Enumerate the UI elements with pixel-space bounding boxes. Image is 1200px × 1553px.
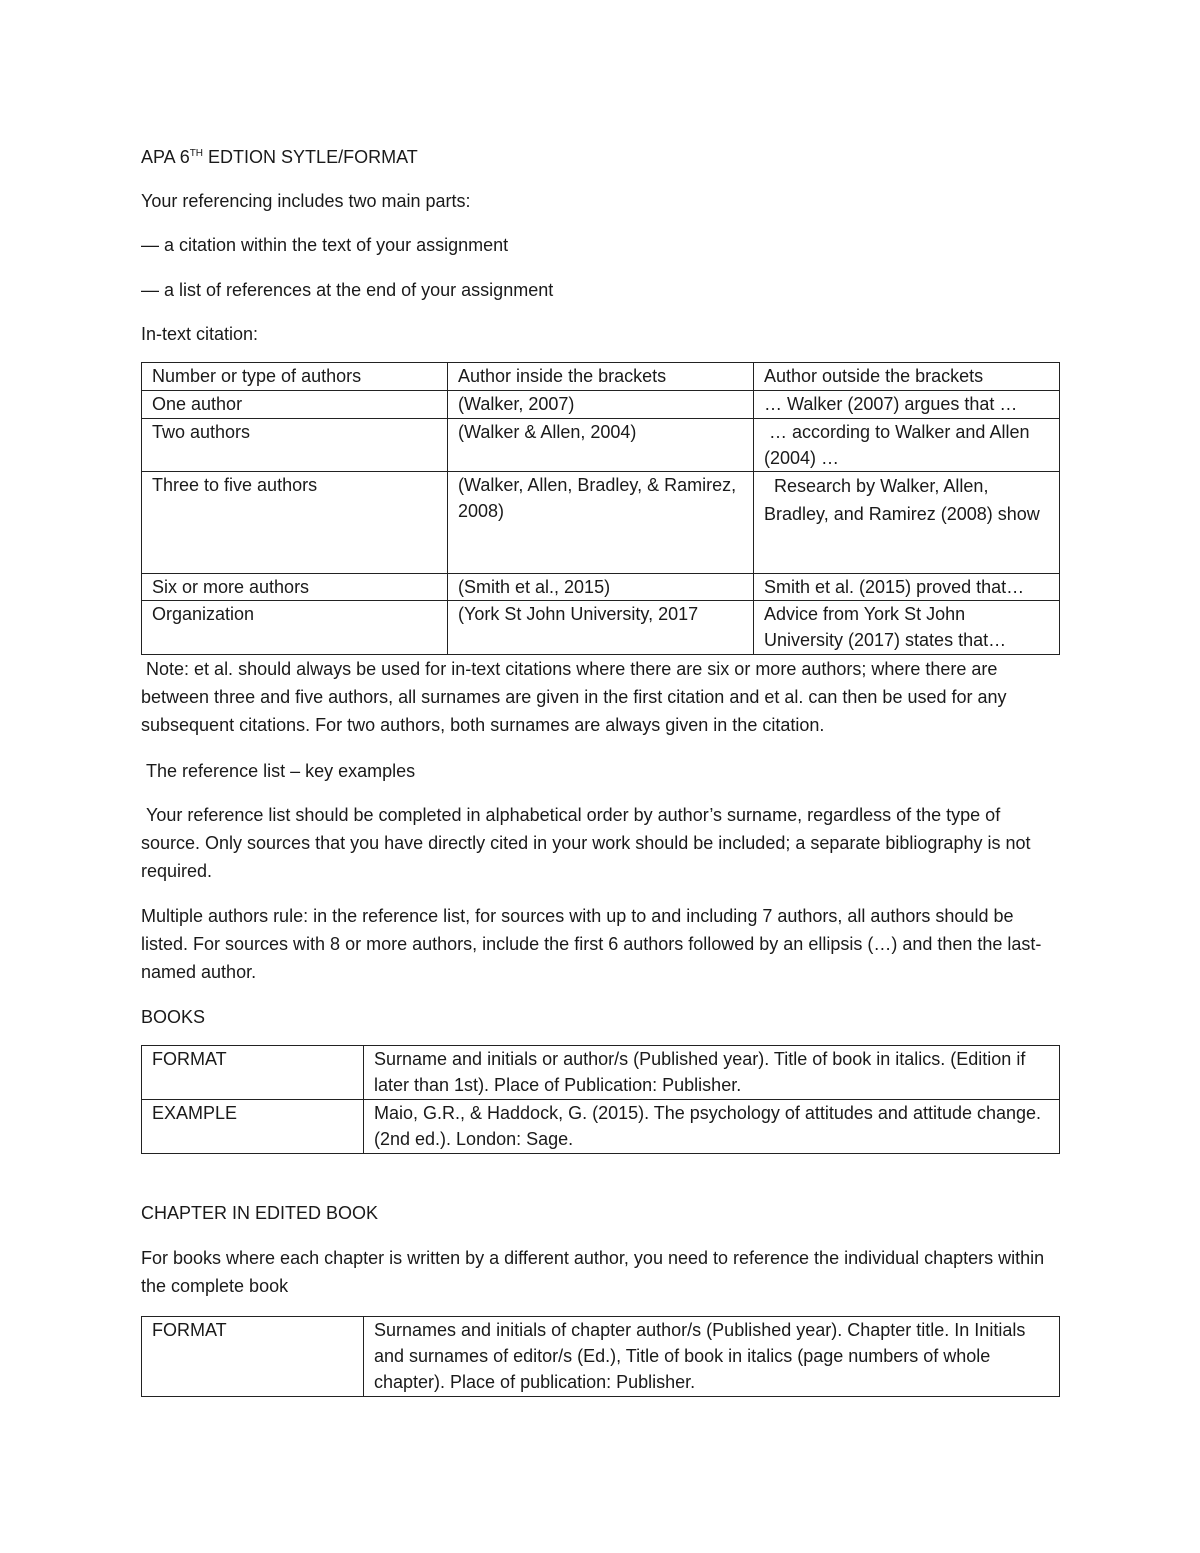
books-heading: BOOKS bbox=[141, 1007, 206, 1027]
document-title bbox=[141, 143, 1061, 171]
citation-table bbox=[141, 362, 1060, 655]
table-row bbox=[142, 472, 1060, 574]
chapter-paragraph: For books where each chapter is written by a different author, you need to reference the individual chapters within the complete book bbox=[141, 1248, 1045, 1296]
intro-text: Your referencing includes two main parts: bbox=[141, 191, 471, 211]
books-table bbox=[141, 1045, 1060, 1154]
table-header-cell: Author inside the brackets bbox=[448, 363, 754, 391]
table-row bbox=[142, 1046, 1060, 1100]
table-row bbox=[142, 1317, 1060, 1397]
reference-list-heading: The reference list – key examples bbox=[141, 761, 416, 781]
title-main: APA 6 bbox=[141, 147, 190, 167]
multiple-authors-rule: Multiple authors rule: in the reference list, for sources with up to and including 7 authors, all authors should be listed. For sources with 8 or more authors, include the first 6 authors followed by an ellipsis (…) and then the last-named author. bbox=[141, 906, 1042, 982]
table-cell: Three to five authors bbox=[142, 472, 448, 574]
table-cell: (York St John University, 2017 bbox=[448, 601, 754, 655]
format-label: FORMAT bbox=[142, 1046, 364, 1100]
table-header-cell: Number or type of authors bbox=[142, 363, 448, 391]
table-cell: (Walker & Allen, 2004) bbox=[448, 419, 754, 472]
table-cell: Smith et al. (2015) proved that… bbox=[754, 574, 1060, 601]
title-rest: EDTION SYTLE/FORMAT bbox=[203, 147, 418, 167]
format-label: FORMAT bbox=[142, 1317, 364, 1397]
table-row bbox=[142, 1100, 1060, 1154]
table-cell: One author bbox=[142, 391, 448, 419]
example-label: EXAMPLE bbox=[142, 1100, 364, 1154]
table-cell: … Walker (2007) argues that … bbox=[754, 391, 1060, 419]
table-cell: Six or more authors bbox=[142, 574, 448, 601]
table-row bbox=[142, 391, 1060, 419]
note-paragraph: Note: et al. should always be used for in-text citations where there are six or more authors; where there are between three and five authors, all surnames are given in the first citation and et al. can then be used for any subsequent citations. For two authors, both surnames are always given in the citation. bbox=[141, 659, 1012, 735]
table-cell: Organization bbox=[142, 601, 448, 655]
format-text: Surname and initials or author/s (Published year). Title of book in italics. (Edition if later than 1st). Place of Publication: Publisher. bbox=[364, 1046, 1060, 1100]
table-cell: Two authors bbox=[142, 419, 448, 472]
table-row bbox=[142, 601, 1060, 655]
chapter-heading: CHAPTER IN EDITED BOOK bbox=[141, 1203, 379, 1223]
table-cell: (Walker, Allen, Bradley, & Ramirez, 2008) bbox=[448, 472, 754, 574]
chapter-table bbox=[141, 1316, 1060, 1397]
table-header-row bbox=[142, 363, 1060, 391]
table-cell: (Walker, 2007) bbox=[448, 391, 754, 419]
table-cell: Advice from York St John University (2017) states that… bbox=[754, 601, 1060, 655]
bullet-reference-list: — a list of references at the end of your assignment bbox=[141, 280, 554, 300]
title-superscript: TH bbox=[189, 148, 204, 159]
table-header-cell: Author outside the brackets bbox=[754, 363, 1060, 391]
table-row bbox=[142, 419, 1060, 472]
table-cell: Research by Walker, Allen, Bradley, and Ramirez (2008) show bbox=[754, 472, 1060, 574]
bullet-citation: — a citation within the text of your assignment bbox=[141, 235, 509, 255]
format-text: Surnames and initials of chapter author/s (Published year). Chapter title. In Initials and surnames of editor/s (Ed.), Title of book in italics (page numbers of whole chapter). Place of publication: Publisher. bbox=[364, 1317, 1060, 1397]
intext-heading: In-text citation: bbox=[141, 324, 259, 344]
table-cell: (Smith et al., 2015) bbox=[448, 574, 754, 601]
table-cell: … according to Walker and Allen (2004) … bbox=[754, 419, 1060, 472]
table-row bbox=[142, 574, 1060, 601]
reference-list-paragraph: Your reference list should be completed in alphabetical order by author’s surname, regardless of the type of source. Only sources that you have directly cited in your work should be included; a separate bibliography is not required. bbox=[141, 805, 1036, 881]
example-text: Maio, G.R., & Haddock, G. (2015). The psychology of attitudes and attitude change. (2nd ed.). London: Sage. bbox=[364, 1100, 1060, 1154]
